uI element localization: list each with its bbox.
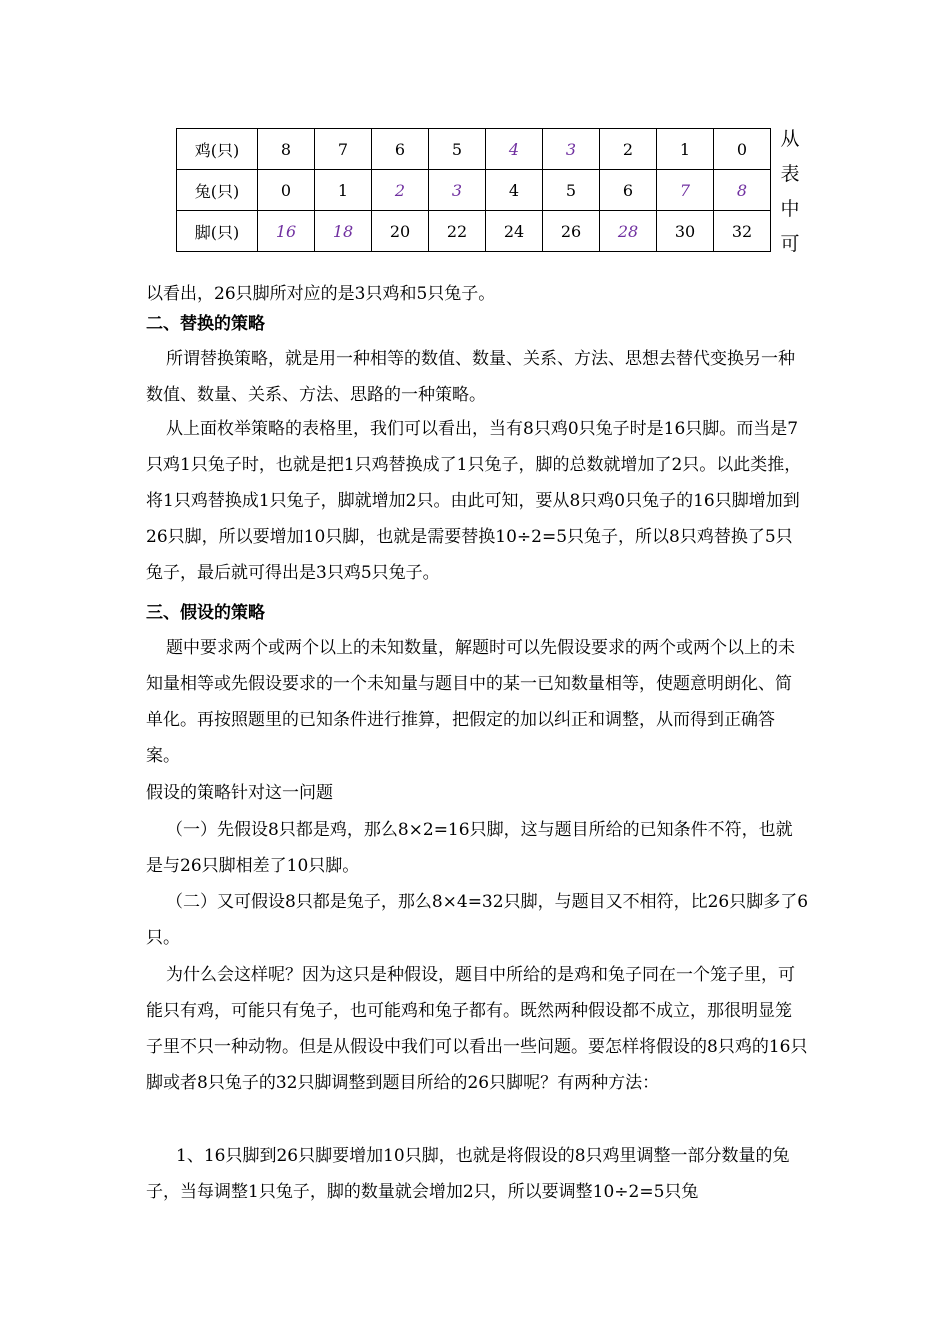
table-cell: 6 bbox=[372, 129, 429, 170]
table-cell: 24 bbox=[486, 211, 543, 252]
table-cell: 26 bbox=[543, 211, 600, 252]
side-char: 表 bbox=[780, 163, 800, 185]
table-cell: 8 bbox=[714, 170, 771, 211]
table-cell: 8 bbox=[258, 129, 315, 170]
paragraph-why: 为什么会这样呢？因为这只是种假设，题目中所给的是鸡和兔子同在一个笼子里，可能只有鸡，可能只有兔子，也可能鸡和兔子都有。既然两种假设都不成立，那很明显笼子里不只一种动物。但是从假设中我们可以看出一些问题。要怎样将假设的8只鸡的16只脚或者8只兔子的32只脚调整到题目所给的26只脚呢？有两种方法： bbox=[146, 965, 808, 1093]
table-row-label: 鸡(只) bbox=[177, 129, 258, 170]
section-heading-assumption: 三、假设的策略 bbox=[146, 603, 265, 623]
table-cell: 5 bbox=[543, 170, 600, 211]
table-cell: 7 bbox=[315, 129, 372, 170]
side-text bbox=[778, 122, 802, 262]
table-cell: 18 bbox=[315, 211, 372, 252]
table-cell: 3 bbox=[543, 129, 600, 170]
paragraph-assumption-definition: 题中要求两个或两个以上的未知数量，解题时可以先假设要求的两个或两个以上的未知量相等或先假设要求的一个未知量与题目中的某一已知数量相等，使题意明朗化、简单化。再按照题里的已知条件进行推算，把假定的加以纠正和调整，从而得到正确答案。 bbox=[146, 638, 795, 766]
table-cell: 22 bbox=[429, 211, 486, 252]
paragraph-replacement-definition: 所谓替换策略，就是用一种相等的数值、数量、关系、方法、思想去替代变换另一种数值、数量、关系、方法、思路的一种策略。 bbox=[146, 349, 795, 405]
table-cell: 0 bbox=[258, 170, 315, 211]
side-char: 可 bbox=[780, 233, 800, 255]
enumeration-table-wrap bbox=[176, 128, 771, 252]
table-row bbox=[177, 170, 771, 211]
section-heading-replacement: 二、替换的策略 bbox=[146, 314, 265, 334]
side-char: 中 bbox=[780, 198, 800, 220]
table-cell: 28 bbox=[600, 211, 657, 252]
table-cell: 32 bbox=[714, 211, 771, 252]
table-cell: 2 bbox=[372, 170, 429, 211]
table-row bbox=[177, 211, 771, 252]
table-cell: 2 bbox=[600, 129, 657, 170]
table-row-label: 脚(只) bbox=[177, 211, 258, 252]
table-cell: 0 bbox=[714, 129, 771, 170]
table-cell: 7 bbox=[657, 170, 714, 211]
table-cell: 5 bbox=[429, 129, 486, 170]
enumeration-table bbox=[176, 128, 771, 252]
table-row bbox=[177, 129, 771, 170]
paragraph-replacement-example: 从上面枚举策略的表格里，我们可以看出，当有8只鸡0只兔子时是16只脚。而当是7只鸡1只兔子时，也就是把1只鸡替换成了1只兔子，脚的总数就增加了2只。以此类推，将1只鸡替换成1只兔子，脚就增加2只。由此可知，要从8只鸡0只兔子的16只脚增加到26只脚，所以要增加10只脚，也就是需要替换10÷2=5只兔子，所以8只鸡替换了5只兔子，最后就可得出是3只鸡5只兔子。 bbox=[146, 419, 802, 583]
paragraph-assumption-intro: 假设的策略针对这一问题 bbox=[146, 783, 333, 803]
table-cell: 4 bbox=[486, 170, 543, 211]
table-cell: 20 bbox=[372, 211, 429, 252]
table-cell: 1 bbox=[657, 129, 714, 170]
table-cell: 6 bbox=[600, 170, 657, 211]
table-cell: 16 bbox=[258, 211, 315, 252]
table-row-label: 兔(只) bbox=[177, 170, 258, 211]
side-char: 从 bbox=[780, 128, 800, 150]
table-cell: 30 bbox=[657, 211, 714, 252]
paragraph-assume-rabbits: （二）又可假设8只都是兔子，那么8×4=32只脚，与题目又不相符，比26只脚多了6只。 bbox=[146, 892, 809, 948]
table-cell: 4 bbox=[486, 129, 543, 170]
paragraph-assume-chickens: （一）先假设8只都是鸡，那么8×2=16只脚，这与题目所给的已知条件不符，也就是与26只脚相差了10只脚。 bbox=[146, 820, 793, 876]
paragraph-conclusion: 以看出，26只脚所对应的是3只鸡和5只兔子。 bbox=[146, 284, 496, 304]
table-cell: 1 bbox=[315, 170, 372, 211]
table-cell: 3 bbox=[429, 170, 486, 211]
paragraph-method-one: 1、16只脚到26只脚要增加10只脚，也就是将假设的8只鸡里调整一部分数量的兔子，当每调整1只兔子，脚的数量就会增加2只，所以要调整10÷2=5只兔 bbox=[146, 1146, 790, 1202]
